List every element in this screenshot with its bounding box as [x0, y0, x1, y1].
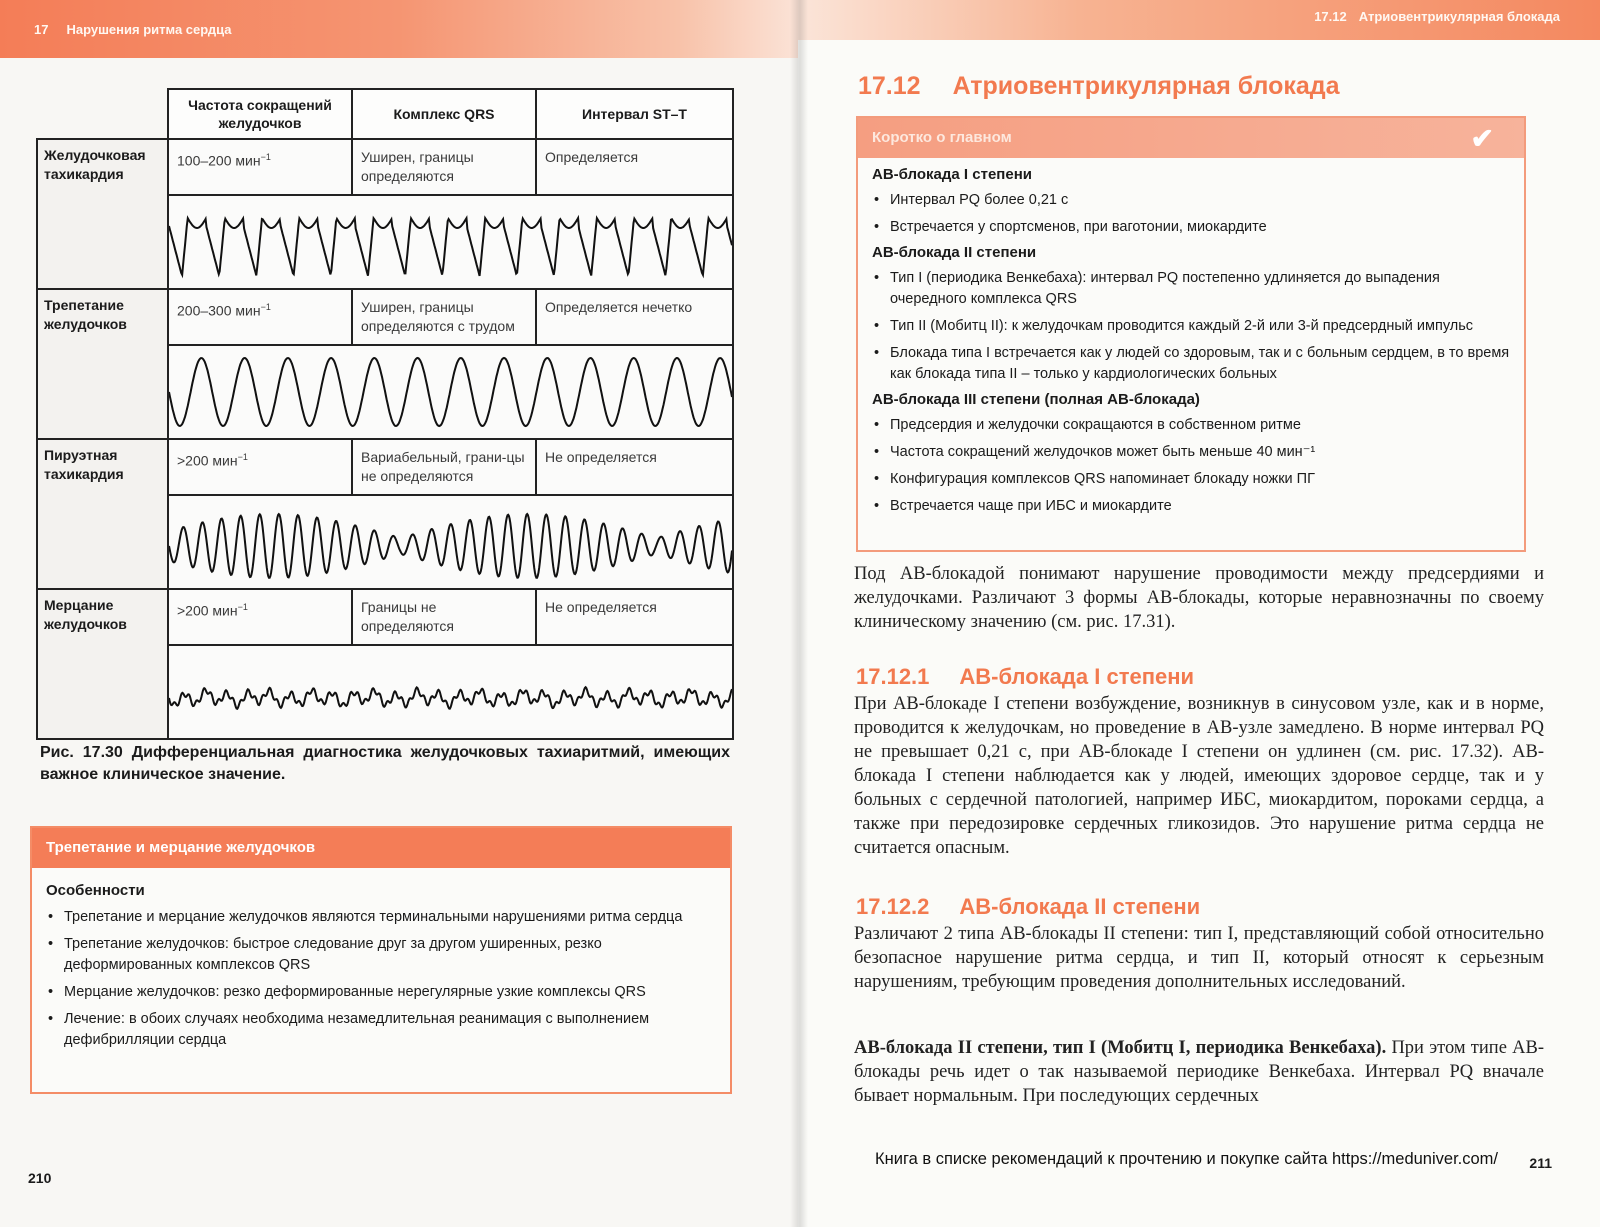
rate-exponent: −1 [237, 452, 248, 462]
st-cell: Определяется [536, 139, 733, 195]
list-item: • Трепетание желудочков: быстрое следование друг за другом уширенных, резко деформированных комплексов QRS [46, 934, 716, 976]
chapter-running-head [34, 22, 232, 37]
list-item: • Трепетание и мерцание желудочков являются терминальными нарушениями ритма сердца [46, 907, 716, 928]
ecg-trace-icon [169, 646, 732, 738]
table-header-row [37, 89, 733, 139]
list-item: • Лечение: в обоих случаях необходима незамедлительная реанимация с выполнением дефибрилляции сердца [46, 1009, 716, 1051]
left-page [0, 0, 798, 1227]
info-box-title: Трепетание и мерцание желудочков [32, 828, 730, 868]
summary-box-title: Коротко о главном [872, 129, 1012, 146]
st-cell: Не определяется [536, 589, 733, 645]
ecg-strip-torsades [168, 495, 733, 589]
table-row [37, 289, 733, 345]
qrs-cell: Границы не определяются [352, 589, 536, 645]
list-item: • Частота сокращений желудочков может быть меньше 40 мин⁻¹ [872, 442, 1510, 463]
list-item: • Встречается чаще при ИБС и миокардите [872, 496, 1510, 517]
column-header: Частота сокращений желудочков [168, 89, 352, 139]
chapter-number: 17 [34, 22, 49, 37]
ecg-strip-ventricular-tachycardia [168, 195, 733, 289]
list-item: • Тип I (периодика Венкебаха): интервал PQ постепенно удлиняется до выпадения очередного комплекса QRS [872, 268, 1510, 310]
qrs-cell: Уширен, границы определяются с трудом [352, 289, 536, 345]
rate-exponent: −1 [260, 302, 271, 312]
rate-value: >200 мин [177, 602, 238, 619]
footer-note: Книга в списке рекомендаций к прочтению и покупке сайта https://meduniver.com/ [875, 1150, 1498, 1168]
paragraph-lead: АВ-блокада II степени, тип I (Мобитц I, периодика Венкебаха). [854, 1038, 1387, 1058]
st-cell: Не определяется [536, 439, 733, 495]
chapter-title: Нарушения ритма сердца [66, 22, 232, 37]
group-heading: АВ-блокада III степени (полная АВ-блокада) [872, 391, 1200, 408]
row-name: Желудочковая тахикардия [37, 139, 168, 289]
rate-exponent: −1 [237, 602, 248, 612]
rate-value: 100–200 мин [177, 152, 261, 169]
ecg-strip-ventricular-fibrillation [168, 645, 733, 739]
list-item: • Встречается у спортсменов, при ваготонии, миокардите [872, 217, 1510, 238]
rate-cell [168, 289, 352, 345]
subsection-text: АВ-блокада I степени [959, 664, 1195, 689]
rate-cell [168, 589, 352, 645]
table-row [37, 139, 733, 195]
ecg-trace-icon [169, 346, 732, 438]
list-item: • Предсердия и желудочки сокращаются в собственном ритме [872, 415, 1510, 436]
rate-value: 200–300 мин [177, 302, 261, 319]
column-header: Комплекс QRS [352, 89, 536, 139]
subsection-text: АВ-блокада II степени [959, 894, 1201, 919]
figure-caption: Рис. 17.30 Дифференциальная диагностика желудочковых тахиаритмий, имеющих важное клиническое значение. [40, 744, 730, 783]
st-cell: Определяется нечетко [536, 289, 733, 345]
book-gutter [790, 0, 808, 1227]
rate-cell [168, 139, 352, 195]
qrs-cell: Вариабельный, грани-цы не определяются [352, 439, 536, 495]
table-row [37, 589, 733, 645]
rate-value: >200 мин [177, 452, 238, 469]
ecg-strip-ventricular-flutter [168, 345, 733, 439]
group-heading: АВ-блокада I степени [872, 166, 1032, 183]
page-number: 211 [1529, 1155, 1552, 1171]
right-page [798, 0, 1600, 1227]
group-list [872, 190, 1510, 238]
info-box-list [46, 907, 716, 1051]
intro-paragraph: Под АВ-блокадой понимают нарушение проводимости между предсердиями и желудочками. Различают 3 формы АВ-блокады, которые неравнозначны по своему клиническому значению (см. рис. 17.31). [854, 564, 1544, 632]
rate-cell [168, 439, 352, 495]
subsection-title [856, 664, 1194, 690]
section-title-text: Атриовентрикулярная блокада [952, 72, 1340, 100]
qrs-cell: Уширен, границы определяются [352, 139, 536, 195]
subsection-number: 17.12.1 [856, 664, 930, 689]
right-running-header [798, 0, 1600, 40]
rate-exponent: −1 [260, 152, 271, 162]
page-number: 210 [28, 1170, 52, 1186]
section-header-title: Атриовентрикулярная блокада [1358, 9, 1560, 24]
subsection-number: 17.12.2 [856, 894, 930, 919]
section-running-head [1314, 9, 1560, 24]
paragraph-text: При этом типе АВ-блокады речь идет о так называемой периодике Венкебаха. Интервал PQ вначале бывает нормальным. При последующих сердечных [854, 1038, 1545, 1106]
summary-box-body [858, 158, 1524, 517]
info-box-body [32, 868, 730, 1051]
list-item: • Интервал PQ более 0,21 с [872, 190, 1510, 211]
section-number: 17.12 [1314, 9, 1347, 24]
checkmark-icon: ✔ [1470, 123, 1494, 154]
body-paragraph: Различают 2 типа АВ-блокады II степени: тип I, представляющий собой относительно безопасное нарушение ритма сердца, и тип II, который относят к серьезным нарушениям, требующим проведения дополнительных исследований. [854, 924, 1544, 992]
table-row [37, 439, 733, 495]
section-title [858, 72, 1340, 101]
group-list [872, 268, 1510, 385]
ecg-trace-icon [169, 196, 732, 288]
summary-box-header [858, 118, 1524, 158]
list-item: • Тип II (Мобитц II): к желудочкам проводится каждый 2-й или 3-й предсердный импульс [872, 316, 1510, 337]
left-running-header [0, 0, 798, 58]
group-list [872, 415, 1510, 517]
row-name: Мерцание желудочков [37, 589, 168, 739]
info-box [30, 826, 732, 1094]
subsection-title [856, 894, 1200, 920]
body-paragraph: При АВ-блокаде I степени возбуждение, возникнув в синусовом узле, как и в норме, проводится к желудочкам, но проведение в АВ-узле замедлено. В норме интервал PQ не превышает 0,21 с, при АВ-блокаде I степени он удлинен (см. рис. 17.32). АВ-блокада I степени наблюдается как у людей, имеющих здоровое сердце, так и у больных с сердечной патологией, например ИБС, миокардитом, пороками сердца, а также при передозировке сердечных гликозидов. Это нарушение ритма сердца не считается опасным. [854, 694, 1544, 858]
summary-box [856, 116, 1526, 552]
tachyarrhythmia-table [36, 88, 734, 740]
ecg-trace-icon [169, 496, 732, 588]
section-title-number: 17.12 [858, 72, 921, 100]
column-header: Интервал ST–T [536, 89, 733, 139]
row-name: Пируэтная тахикардия [37, 439, 168, 589]
info-box-subtitle: Особенности [46, 882, 145, 899]
list-item: • Конфигурация комплексов QRS напоминает блокаду ножки ПГ [872, 469, 1510, 490]
body-paragraph [854, 1036, 1544, 1108]
list-item: • Мерцание желудочков: резко деформированные нерегулярные узкие комплексы QRS [46, 982, 716, 1003]
row-name: Трепетание желудочков [37, 289, 168, 439]
table-corner [37, 89, 168, 139]
group-heading: АВ-блокада II степени [872, 244, 1037, 261]
list-item: • Блокада типа I встречается как у людей со здоровым, так и с больным сердцем, в то время как блокада типа II – только у кардиологических больных [872, 343, 1510, 385]
